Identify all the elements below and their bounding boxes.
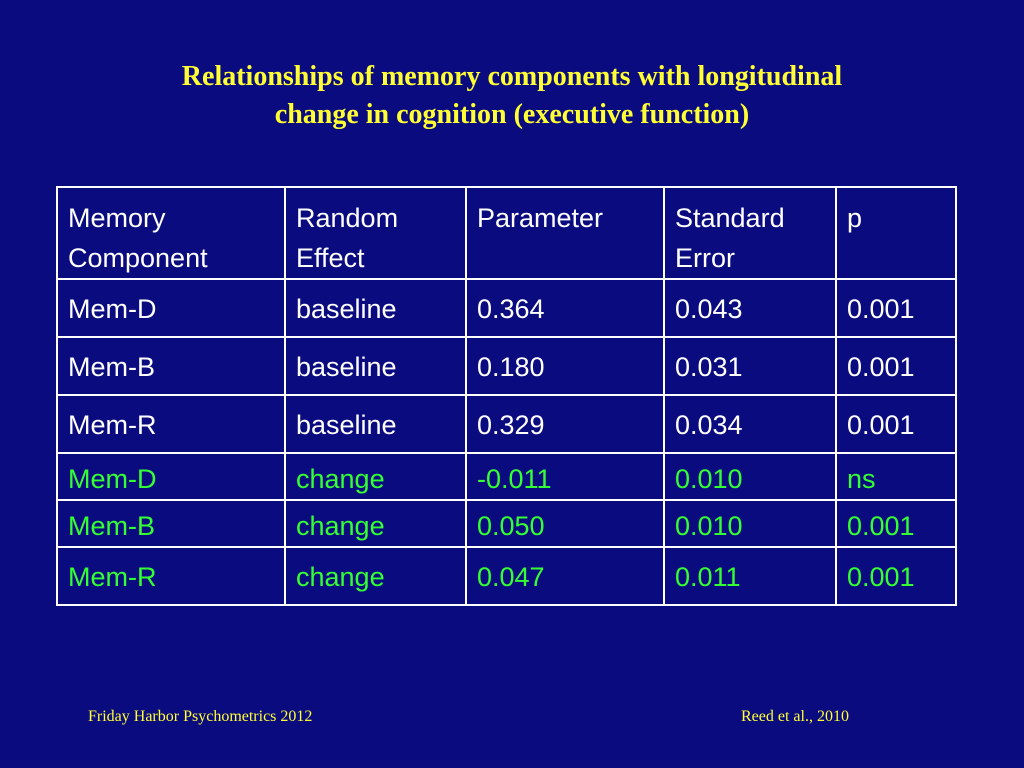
cell-standard-error: 0.011 xyxy=(664,547,836,605)
slide-title-line-2: change in cognition (executive function) xyxy=(274,99,750,130)
cell-random-effect: baseline xyxy=(285,395,466,453)
header-memory-component xyxy=(57,187,285,279)
cell-parameter: -0.011 xyxy=(466,453,664,500)
header-text: Parameter xyxy=(477,203,604,233)
cell-p: 0.001 xyxy=(836,279,956,337)
header-text: Standard xyxy=(675,203,785,233)
table-row xyxy=(57,500,956,547)
table-row xyxy=(57,279,956,337)
header-text: Error xyxy=(675,243,735,273)
cell-standard-error: 0.031 xyxy=(664,337,836,395)
header-parameter xyxy=(466,187,664,279)
cell-parameter: 0.364 xyxy=(466,279,664,337)
header-text: Component xyxy=(68,243,208,273)
cell-parameter: 0.050 xyxy=(466,500,664,547)
cell-standard-error: 0.010 xyxy=(664,453,836,500)
cell-memory-component: Mem-D xyxy=(57,279,285,337)
cell-random-effect: change xyxy=(285,453,466,500)
slide-title xyxy=(60,58,964,134)
table-row xyxy=(57,395,956,453)
header-p xyxy=(836,187,956,279)
cell-memory-component: Mem-R xyxy=(57,547,285,605)
cell-p: ns xyxy=(836,453,956,500)
header-text: Random xyxy=(296,203,399,233)
cell-p: 0.001 xyxy=(836,395,956,453)
cell-standard-error: 0.043 xyxy=(664,279,836,337)
cell-p: 0.001 xyxy=(836,500,956,547)
table-header-row xyxy=(57,187,956,279)
slide-title-line-1: Relationships of memory components with longitudinal xyxy=(181,61,843,92)
cell-memory-component: Mem-D xyxy=(57,453,285,500)
header-random-effect xyxy=(285,187,466,279)
cell-random-effect: change xyxy=(285,547,466,605)
table-row xyxy=(57,337,956,395)
cell-parameter: 0.329 xyxy=(466,395,664,453)
header-text: p xyxy=(847,203,863,233)
cell-parameter: 0.047 xyxy=(466,547,664,605)
header-standard-error xyxy=(664,187,836,279)
cell-p: 0.001 xyxy=(836,547,956,605)
header-text: Memory xyxy=(68,203,166,233)
cell-memory-component: Mem-R xyxy=(57,395,285,453)
cell-standard-error: 0.034 xyxy=(664,395,836,453)
footer-citation: Reed et al., 2010 xyxy=(741,708,849,725)
cell-standard-error: 0.010 xyxy=(664,500,836,547)
cell-memory-component: Mem-B xyxy=(57,337,285,395)
table-row xyxy=(57,547,956,605)
cell-random-effect: baseline xyxy=(285,279,466,337)
cell-random-effect: baseline xyxy=(285,337,466,395)
cell-random-effect: change xyxy=(285,500,466,547)
cell-p: 0.001 xyxy=(836,337,956,395)
results-table xyxy=(56,186,957,606)
cell-memory-component: Mem-B xyxy=(57,500,285,547)
table-row xyxy=(57,453,956,500)
footer-event: Friday Harbor Psychometrics 2012 xyxy=(88,708,313,725)
cell-parameter: 0.180 xyxy=(466,337,664,395)
header-text: Effect xyxy=(296,243,365,273)
